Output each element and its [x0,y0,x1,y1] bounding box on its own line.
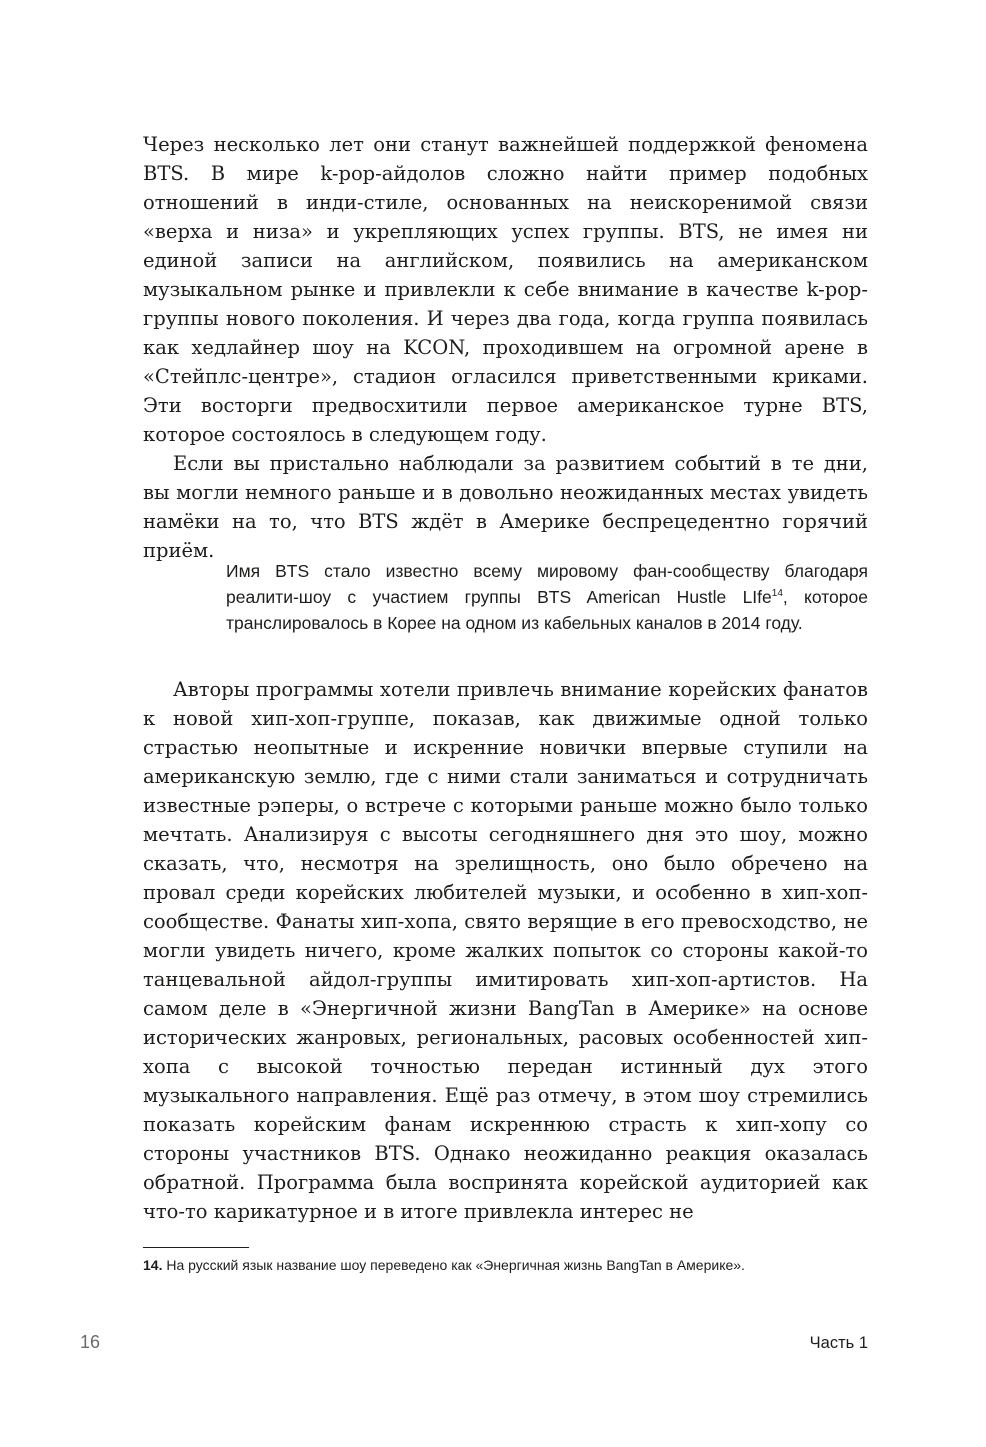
footnote-text: На русский язык название шоу переведено как «Энергичная жизнь BangTan в Америке». [162,1257,745,1273]
footnote-divider [143,1247,249,1248]
footnote [143,1254,868,1276]
paragraph-1: Через несколько лет они станут важнейшей поддержкой феномена BTS. В мире k-pop-айдолов сложно найти пример подобных отношений в инди-стиле, основанных на неискоренимой связи «верха и низа» и укрепляющих успех группы. BTS, не имея ни единой записи на английском, появились на американском музыкальном рынке и привлекли к себе внимание в качестве k-pop-группы нового поколения. И через два года, когда группа появилась как хедлайнер шоу на KCON, проходившем на огромной арене в «Стейплс-центре», стадион огласился приветственными криками. Эти восторги предвосхитили первое американское турне BTS, которое состоялось в следующем году. [143,133,868,446]
quote-text-start: Имя BTS стало известно всему мировому фан-сообществу благодаря реалити-шоу с участием группы BTS American Hustle LIfe [226,561,868,607]
main-text-top [143,130,868,565]
block-quote [226,558,868,636]
footnote-number: 14. [143,1257,163,1273]
footnote-reference[interactable]: 14 [771,588,783,600]
main-text-bottom [143,675,868,1226]
page-number: 16 [80,1332,101,1352]
quote-text-end: , которое транслировалось в Корее на одном из кабельных каналов в 2014 году. [226,587,868,633]
paragraph-2: Если вы пристально наблюдали за развитием событий в те дни, вы могли немного раньше и в довольно неожиданных местах увидеть намёки на то, что BTS ждёт в Америке беспрецедентно горячий приём. [143,452,868,562]
paragraph-3: Авторы программы хотели привлечь внимание корейских фанатов к новой хип-хоп-группе, показав, как движимые одной только страстью неопытные и искренние новички впервые ступили на американскую землю, где с ними стали заниматься и сотрудничать известные рэперы, о встрече с которыми раньше можно было только мечтать. Анализируя с высоты сегодняшнего дня это шоу, можно сказать, что, несмотря на зрелищность, оно было обречено на провал среди корейских любителей музыки, и особенно в хип-хоп-сообществе. Фанаты хип-хопа, свято верящие в его превосходство, не могли увидеть ничего, кроме жалких попыток со стороны какой-то танцевальной айдол-группы имитировать хип-хоп-артистов. На самом деле в «Энергичной жизни BangTan в Америке» на основе исторических жанровых, региональных, расовых особенностей хип-хопа с высокой точностью передан истинный дух этого музыкального направления. Ещё раз отмечу, в этом шоу стремились показать корейским фанам искреннюю страсть к хип-хопу со стороны участников BTS. Однако неожиданно реакция оказалась обратной. Программа была воспринята корейской аудиторией как что-то карикатурное и в итоге привлекла интерес не [143,678,868,1223]
running-footer-part: Часть 1 [809,1334,868,1352]
